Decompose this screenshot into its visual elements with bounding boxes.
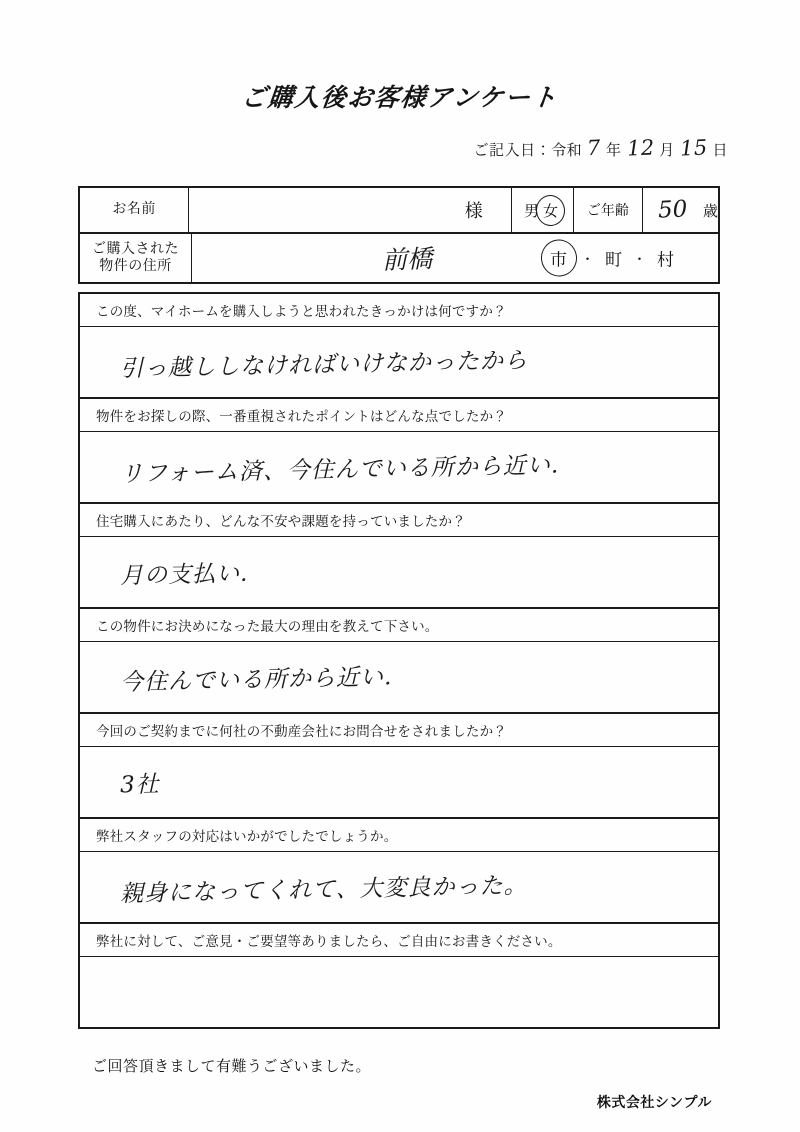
municipality-option-son[interactable]: 村 bbox=[657, 250, 676, 271]
gender-option-female-selected[interactable]: 女 bbox=[540, 199, 561, 222]
answer-field-7[interactable] bbox=[80, 957, 718, 1027]
question-block-2 bbox=[80, 397, 718, 502]
entry-date-day-value: 15 bbox=[679, 135, 708, 161]
name-field[interactable] bbox=[189, 188, 512, 232]
thanks-message: ご回答頂きまして有難うございました。 bbox=[92, 1057, 372, 1075]
question-prompt-6: 弊社スタッフの対応はいかがでしたでしょうか。 bbox=[80, 819, 718, 852]
respondent-info-table bbox=[78, 186, 720, 284]
address-value: 前橋 bbox=[381, 244, 433, 275]
answer-field-2[interactable] bbox=[80, 432, 718, 502]
entry-date-year-value: 7 bbox=[586, 135, 602, 161]
question-block-1 bbox=[80, 294, 718, 397]
address-row-label-line1: ご購入された bbox=[92, 240, 179, 257]
name-row bbox=[80, 188, 718, 234]
age-value: 50 bbox=[657, 196, 688, 224]
answer-value-3: 月の支払い. bbox=[119, 560, 249, 589]
answer-field-1[interactable] bbox=[80, 327, 718, 397]
gender-field[interactable] bbox=[512, 188, 574, 232]
municipality-separator-2: ・ bbox=[633, 252, 648, 268]
municipality-option-shi-selected[interactable]: 市 bbox=[547, 245, 571, 272]
page-title: ご購入後お客様アンケート bbox=[240, 83, 560, 112]
entry-date-month-value: 12 bbox=[625, 135, 655, 161]
address-row-label bbox=[80, 234, 192, 282]
answer-field-4[interactable] bbox=[80, 642, 718, 712]
questionnaire-table bbox=[78, 292, 720, 1029]
question-prompt-1: この度、マイホームを購入しようと思われたきっかけは何ですか？ bbox=[80, 294, 718, 327]
question-block-7 bbox=[80, 922, 718, 1027]
name-honorific: 様 bbox=[464, 201, 483, 222]
question-prompt-4: この物件にお決めになった最大の理由を教えて下さい。 bbox=[80, 609, 718, 642]
age-unit: 歳 bbox=[703, 201, 719, 220]
entry-date-label: ご記入日：令和 bbox=[473, 141, 583, 159]
age-field[interactable] bbox=[643, 188, 703, 232]
municipality-option-cho[interactable]: 町 bbox=[605, 250, 624, 271]
entry-date-day-unit: 日 bbox=[712, 141, 728, 159]
answer-value-6: 親身になってくれて、大変良かった。 bbox=[119, 872, 528, 907]
gender-option-male[interactable]: 男 bbox=[524, 201, 540, 220]
entry-date-line bbox=[474, 136, 728, 160]
answer-field-3[interactable] bbox=[80, 537, 718, 607]
address-field[interactable] bbox=[192, 234, 718, 282]
municipality-options[interactable] bbox=[547, 245, 675, 272]
company-name: 株式会社シンプル bbox=[596, 1095, 712, 1111]
address-row bbox=[80, 234, 718, 282]
address-row-label-line2: 物件の住所 bbox=[99, 258, 172, 274]
question-prompt-5: 今回のご契約までに何社の不動産会社にお問合せをされましたか？ bbox=[80, 714, 718, 747]
age-label: ご年齢 bbox=[574, 188, 642, 232]
answer-field-5[interactable] bbox=[80, 747, 718, 817]
question-prompt-7: 弊社に対して、ご意見・ご要望等ありましたら、ご自由にお書きください。 bbox=[80, 924, 718, 957]
answer-value-4: 今住んでいる所から近い. bbox=[119, 663, 393, 696]
entry-date-month-unit: 月 bbox=[659, 141, 675, 159]
name-row-label: お名前 bbox=[80, 188, 189, 232]
question-block-5 bbox=[80, 712, 718, 817]
question-prompt-3: 住宅購入にあたり、どんな不安や課題を持っていましたか？ bbox=[80, 504, 718, 537]
question-block-6 bbox=[80, 817, 718, 922]
municipality-separator-1: ・ bbox=[581, 252, 596, 268]
answer-value-5: 3社 bbox=[119, 771, 160, 798]
question-block-3 bbox=[80, 502, 718, 607]
answer-field-6[interactable] bbox=[80, 852, 718, 922]
answer-value-2: リフォーム済、今住んでいる所から近い. bbox=[119, 451, 560, 488]
question-block-4 bbox=[80, 607, 718, 712]
entry-date-year-unit: 年 bbox=[605, 141, 622, 159]
answer-value-1: 引っ越ししなければいけなかったから bbox=[119, 347, 529, 382]
question-prompt-2: 物件をお探しの際、一番重視されたポイントはどんな点でしたか？ bbox=[80, 399, 718, 432]
